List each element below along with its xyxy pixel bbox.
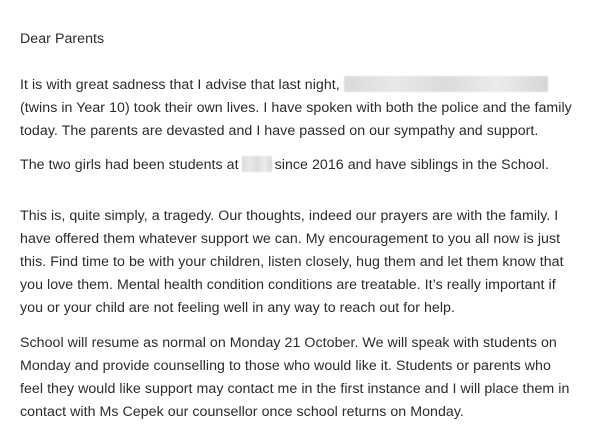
paragraph-line: (twins in Year 10) took their own lives. I have spoken with both the police and the family xyxy=(20,100,572,116)
paragraph-resume xyxy=(20,332,569,424)
paragraph-text: It is with great sadness that I advise that last night, xyxy=(20,77,340,93)
paragraph-students xyxy=(20,154,549,177)
paragraph-line: feel they would like support may contact me in the first instance and I will place them in xyxy=(20,381,570,397)
redacted-school-name xyxy=(242,156,272,172)
paragraph-line: contact with Ms Cepek our counsellor once school returns on Monday. xyxy=(20,404,464,420)
paragraph-line: today. The parents are devasted and I have passed on our sympathy and support. xyxy=(20,123,539,139)
paragraph-line: School will resume as normal on Monday 21 October. We will speak with students on xyxy=(20,335,557,351)
redacted-names xyxy=(344,76,548,92)
paragraph-line: This is, quite simply, a tragedy. Our thoughts, indeed our prayers are with the family. I xyxy=(20,208,559,224)
paragraph-line xyxy=(20,154,549,177)
salutation: Dear Parents xyxy=(20,31,105,47)
paragraph-announcement xyxy=(20,74,572,143)
paragraph-support xyxy=(20,205,564,320)
paragraph-text: The two girls had been students at xyxy=(20,157,239,173)
paragraph-line: you or your child are not feeling well in any way to reach out for help. xyxy=(20,300,455,316)
paragraph-line xyxy=(20,74,572,97)
paragraph-line: have offered them whatever support we can. My encouragement to you all now is just xyxy=(20,231,561,247)
paragraph-line: this. Find time to be with your children, listen closely, hug them and let them know that xyxy=(20,254,564,270)
paragraph-line: Monday and provide counselling to those who would like it. Students or parents who xyxy=(20,358,551,374)
paragraph-text: since 2016 and have siblings in the School. xyxy=(274,157,549,173)
paragraph-line: you love them. Mental health condition conditions are treatable. It’s really important if xyxy=(20,277,556,293)
